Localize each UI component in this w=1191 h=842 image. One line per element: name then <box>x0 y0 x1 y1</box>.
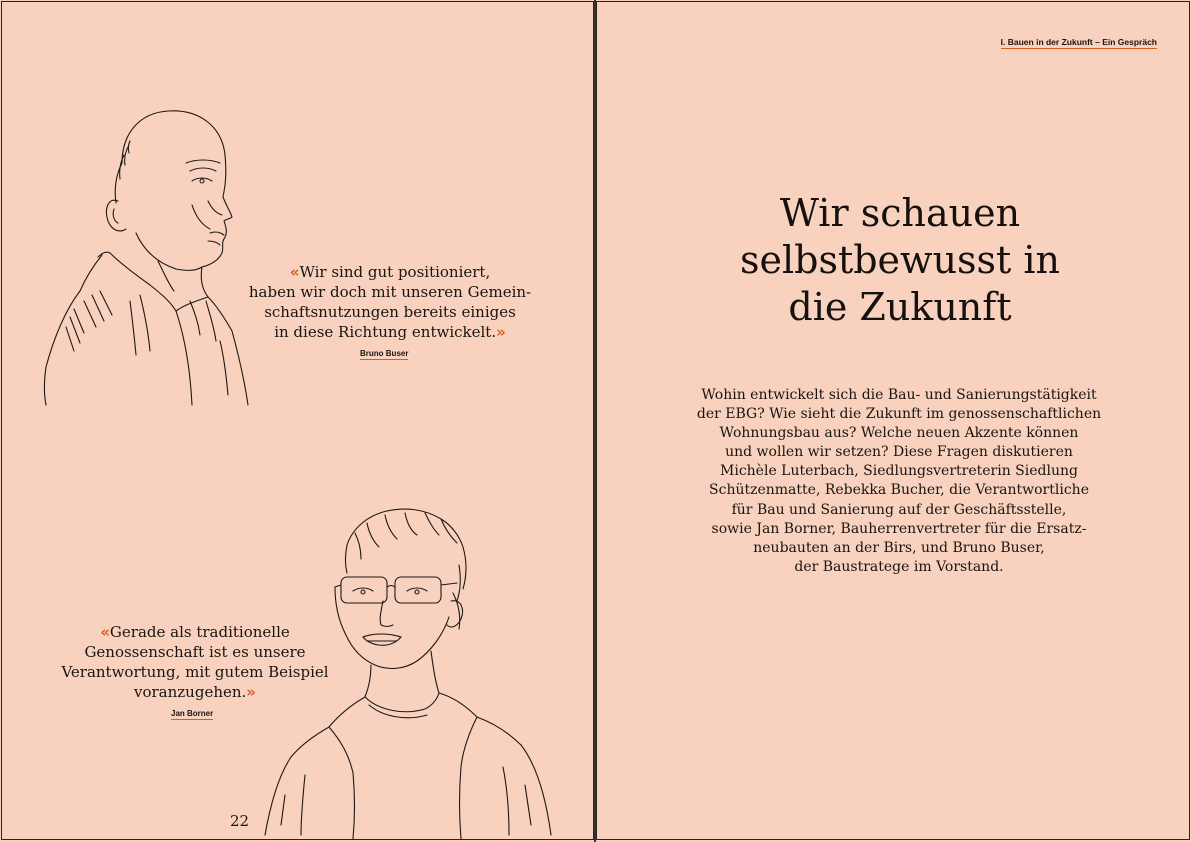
quote-line: voranzugehen.» <box>134 683 256 701</box>
title-line: Wir schauen <box>779 191 1021 235</box>
intro-line: und wollen wir setzen? Diese Fragen diskutieren <box>725 444 1073 461</box>
opening-guillemet: « <box>289 263 300 281</box>
quote-line: in diese Richtung entwickelt.» <box>274 323 506 341</box>
intro-line: sowie Jan Borner, Bauherrenvertreter für die Ersatz- <box>711 520 1087 537</box>
intro-line: der Baustratege im Vorstand. <box>794 558 1004 575</box>
quote-line: «Wir sind gut positioniert, <box>289 263 491 281</box>
quote-attribution-bruno-buser: Bruno Buser <box>360 349 409 358</box>
intro-line: für Bau und Sanierung auf der Geschäftsstelle, <box>731 501 1067 518</box>
page-number: 22 <box>230 812 250 830</box>
intro-line: der EBG? Wie sieht die Zukunft im genossenschaftlichen <box>696 406 1102 423</box>
intro-line: Wohin entwickelt sich die Bau- und Sanierungstätigkeit <box>701 387 1097 403</box>
quote-line: Genossenschaft ist es unsere <box>84 643 306 661</box>
closing-guillemet: » <box>246 683 256 701</box>
article-intro <box>660 386 1138 577</box>
quote-attribution-jan-borner: Jan Borner <box>171 709 214 718</box>
intro-line: Schützenmatte, Rebekka Bucher, die Verantwortliche <box>709 482 1089 499</box>
pull-quote-bruno-buser <box>245 262 535 342</box>
closing-guillemet: » <box>496 323 506 341</box>
running-head: I. Bauen in der Zukunft – Ein Gespräch <box>1000 37 1157 47</box>
page-gutter <box>594 0 596 842</box>
title-line: die Zukunft <box>788 285 1012 329</box>
title-line: selbstbewusst in <box>739 238 1061 282</box>
quote-line: «Gerade als traditionelle <box>100 623 290 641</box>
quote-line: haben wir doch mit unseren Gemein- <box>248 283 532 301</box>
pull-quote-jan-borner <box>55 622 335 702</box>
intro-line: Wohnungsbau aus? Welche neuen Akzente können <box>719 425 1079 442</box>
intro-line: Michèle Luterbach, Siedlungsvertreterin Siedlung <box>720 463 1078 480</box>
portrait-illustration-bruno-buser <box>40 105 260 415</box>
intro-line: neubauten an der Birs, und Bruno Buser, <box>753 539 1045 556</box>
opening-guillemet: « <box>100 623 110 641</box>
article-title <box>680 190 1120 331</box>
quote-line: Verantwortung, mit gutem Beispiel <box>61 663 329 681</box>
quote-line: schaftsnutzungen bereits einiges <box>264 303 516 321</box>
